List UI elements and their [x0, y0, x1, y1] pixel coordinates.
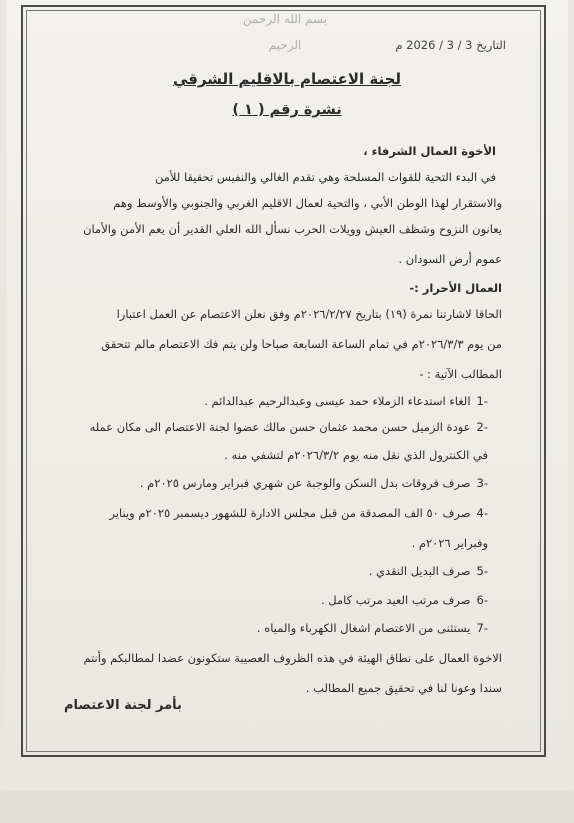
closing-line: الاخوة العمال على نطاق الهيئة في هذه الظروف العصيبة ستكونون عضدا لمطالبكم وأنتم — [83, 651, 502, 665]
demand-item — [90, 419, 488, 435]
workers-line: الحاقا لاشارتنا نمرة (١٩) بتاريخ ٢٠٢٦/٢/٢٧م وفق نعلن الاعتصام عن العمل اعتبارا — [116, 307, 502, 321]
demand-number: -1 — [476, 394, 488, 408]
demand-text: عودة الزميل حسن محمد عثمان حسن مالك عضوا لجنة الاعتصام الى مكان عمله — [89, 420, 471, 434]
demand-item — [321, 592, 488, 608]
demand-text: يستثنى من الاعتصام اشغال الكهرباء والمياه . — [256, 621, 471, 635]
greeting-line: والاستقرار لهذا الوطن الأبي ، والتحية لعمال الاقليم الغربي والجنوبي والأوسط وهم — [113, 196, 502, 210]
demand-text-continued: في الكنترول الذي نقل منه يوم ٢٠٢٦/٣/٢م لتشفي منه . — [224, 448, 488, 462]
greeting-heading: الأخوة العمال الشرفاء ، — [363, 144, 496, 158]
demand-item — [369, 563, 488, 579]
greeting-line: عموم أرض السودان . — [398, 252, 502, 266]
closing-line: سندا وعونا لنا في تحقيق جميع المطالب . — [305, 681, 502, 695]
demand-text: صرف مرتب العيد مرتب كامل . — [320, 593, 471, 607]
workers-line: المطالب الآتية : - — [419, 367, 502, 381]
document-date: التاريخ 3 / 3 / 2026 م — [395, 38, 506, 52]
demand-item — [109, 505, 488, 521]
demand-number: -6 — [476, 593, 488, 607]
demand-text: صرف ٥٠ الف المصدقة من قبل مجلس الادارة للشهور ديسمبر ٢٠٢٥م ويناير — [109, 506, 471, 520]
demand-number: -2 — [476, 420, 488, 434]
demand-text: الغاء استدعاء الزملاء حمد عيسى وعبدالرحيم عبدالدائم . — [204, 394, 471, 408]
demand-text: صرف فروقات بدل السكن والوجبة عن شهري فبراير ومارس ٢٠٢٥م . — [139, 476, 471, 490]
greeting-line: يعانون النزوح وشظف العيش وويلات الحرب نسأل الله العلي القدير أن يعم الأمن والأمان — [83, 222, 502, 236]
basmala-calligraphy: بسم الله الرحمن الرحيم — [242, 12, 328, 52]
bulletin-number: نشرة رقم ( ١ ) — [232, 102, 342, 118]
demand-item — [257, 620, 488, 636]
demand-text-continued: وفبراير ٢٠٢٦م . — [411, 536, 488, 550]
demand-number: -3 — [476, 476, 488, 490]
demand-item — [140, 475, 488, 491]
page-bottom-margin — [0, 790, 574, 823]
demand-number: -4 — [476, 506, 488, 520]
workers-heading: العمال الأحرار :- — [409, 281, 502, 295]
workers-line: من يوم ٢٠٢٦/٣/٣م في تمام الساعة السابعة صباحا ولن يتم فك الاعتصام مالم تتحقق — [101, 337, 502, 351]
demand-number: -7 — [476, 621, 488, 635]
demand-text: صرف البديل النقدي . — [368, 564, 471, 578]
demand-number: -5 — [476, 564, 488, 578]
greeting-line: في البدء التحية للقوات المسلحة وهي تقدم الغالي والنفيس تحقيقا للأمن — [155, 170, 496, 184]
signature: بأمر لجنة الاعتصام — [64, 698, 182, 713]
document-title: لجنة الاعتصام بالاقليم الشرقي — [172, 70, 402, 88]
demand-item — [204, 393, 488, 409]
